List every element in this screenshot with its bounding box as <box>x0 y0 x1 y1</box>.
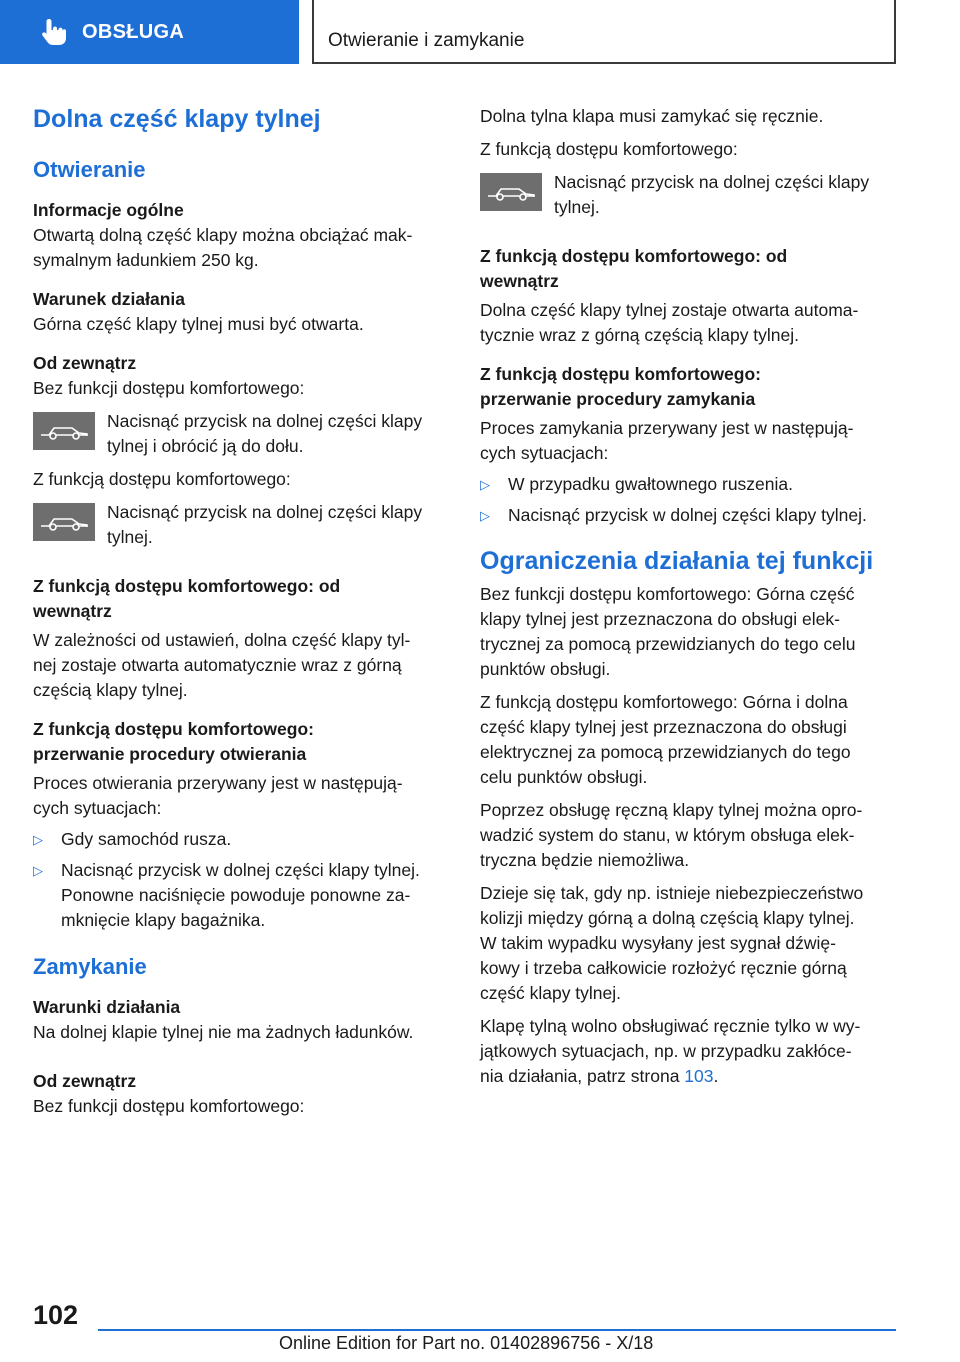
chapter-title: Otwieranie i zamykanie <box>328 30 525 51</box>
closing-no-comfort-text: Bez funkcji dostępu komfortowego: <box>33 1096 305 1116</box>
bullet-triangle-icon: ▷ <box>33 832 43 847</box>
page-header <box>0 0 960 66</box>
section-tab <box>0 0 299 64</box>
outside-heading: Od zewnątrz <box>33 353 137 373</box>
interrupt-list <box>480 472 900 528</box>
interrupt-heading: Z funkcją dostępu komfortowego: przerwanie procedury zamykania <box>480 364 761 409</box>
general-text: Otwartą dolną część klapy można obciążać mak- symalnym ładunkiem 250 kg. <box>33 225 413 270</box>
car-tailgate-button-icon <box>33 503 95 541</box>
inside-text: W zależności od ustawień, dolna część klapy tyl- nej zostaje otwarta automatycznie wraz z górną częścią klapy tylnej. <box>33 630 411 700</box>
page-number: 102 <box>33 1300 79 1330</box>
interrupt-text: Proces zamykania przerywany jest w następują- cych sytuacjach: <box>480 418 854 463</box>
inside-text: Dolna część klapy tylnej zostaje otwarta automa- tycznie wraz z górną częścią klapy tylnej. <box>480 300 859 345</box>
bullet-triangle-icon: ▷ <box>480 508 490 523</box>
edition-text: Online Edition for Part no. 01402896756 - X/18 <box>279 1333 654 1353</box>
interrupt-heading: Z funkcją dostępu komfortowego: przerwanie procedury otwierania <box>33 719 314 764</box>
interrupt-list <box>33 827 449 933</box>
right-column <box>480 104 900 1089</box>
page-reference-link[interactable]: 103 <box>684 1066 714 1086</box>
car-tailgate-button-icon <box>480 173 542 211</box>
with-comfort-text: Z funkcją dostępu komfortowego: <box>33 469 291 489</box>
instruction-row <box>480 170 900 220</box>
with-comfort-text: Z funkcją dostępu komfortowego: <box>480 139 738 159</box>
inside-heading: Z funkcją dostępu komfortowego: od wewnątrz <box>480 246 788 291</box>
press-text: Nacisnąć przycisk na dolnej części klapy tylnej. <box>107 502 423 547</box>
limits-paragraph: Dzieje się tak, gdy np. istnieje niebezpieczeństwo kolizji między górną a dolną częścią klapy tylnej. W takim wypadku wysyłany jest sygnał dźwię- kowy i trzeba całkowicie rozłożyć ręcznie górną część klapy tylnej. <box>480 883 864 1003</box>
section-label: OBSŁUGA <box>82 20 185 43</box>
closing-cond-text: Na dolnej klapie tylnej nie ma żadnych ładunków. <box>33 1022 414 1042</box>
car-tailgate-button-icon <box>33 412 95 450</box>
closing-outside-heading: Od zewnątrz <box>33 1071 137 1091</box>
instruction-row <box>33 500 449 550</box>
bullet-triangle-icon: ▷ <box>480 477 490 492</box>
press-turn-text: Nacisnąć przycisk na dolnej części klapy tylnej i obrócić ją do dołu. <box>107 411 423 456</box>
inside-heading: Z funkcją dostępu komfortowego: od wewnątrz <box>33 576 341 621</box>
interrupt-text: Proces otwierania przerywany jest w następują- cych sytuacjach: <box>33 773 403 818</box>
condition-text: Górna część klapy tylnej musi być otwarta. <box>33 314 364 334</box>
closing-cond-heading: Warunki działania <box>33 997 181 1017</box>
footer-divider <box>98 1329 896 1331</box>
press-text: Nacisnąć przycisk na dolnej części klapy tylnej. <box>554 172 870 217</box>
bullet-triangle-icon: ▷ <box>33 863 43 878</box>
hand-pointer-icon <box>40 17 68 47</box>
page-title: Dolna część klapy tylnej <box>33 105 321 133</box>
limits-paragraph: Z funkcją dostępu komfortowego: Górna i dolna część klapy tylnej jest przeznaczona do obsługi elektrycznej za pomocą przewidzianych do tego celu punktów obsługi. <box>480 692 851 787</box>
chapter-title-box <box>312 0 896 64</box>
list-item: ▷ Nacisnąć przycisk w dolnej części klapy tylnej. <box>480 503 900 528</box>
opening-heading: Otwieranie <box>33 157 146 182</box>
manual-close-text: Dolna tylna klapa musi zamykać się ręcznie. <box>480 106 824 126</box>
limits-paragraph: Klapę tylną wolno obsługiwać ręcznie tylko w wy- jątkowych sytuacjach, np. w przypadku zakłóce- nia działania, patrz strona 103. <box>480 1016 861 1086</box>
closing-heading: Zamykanie <box>33 954 147 979</box>
list-item: ▷ Nacisnąć przycisk w dolnej części klapy tylnej. Ponowne naciśnięcie powoduje ponowne za- mknięcie klapy bagażnika. <box>33 858 449 933</box>
limits-paragraph: Poprzez obsługę ręczną klapy tylnej można opro- wadzić system do stanu, w którym obsługa elek- tryczna będzie niemożliwa. <box>480 800 863 870</box>
left-column <box>33 98 449 1119</box>
limits-heading: Ograniczenia działania tej funkcji <box>480 547 874 575</box>
no-comfort-text: Bez funkcji dostępu komfortowego: <box>33 378 305 398</box>
condition-heading: Warunek działania <box>33 289 186 309</box>
list-item: ▷ Gdy samochód rusza. <box>33 827 449 852</box>
general-heading: Informacje ogólne <box>33 200 184 220</box>
instruction-row <box>33 409 449 459</box>
list-item: ▷ W przypadku gwałtownego ruszenia. <box>480 472 900 497</box>
limits-paragraph: Bez funkcji dostępu komfortowego: Górna część klapy tylnej jest przeznaczona do obsługi elek- trycznej za pomocą przewidzianych do tego celu punktów obsługi. <box>480 584 856 679</box>
